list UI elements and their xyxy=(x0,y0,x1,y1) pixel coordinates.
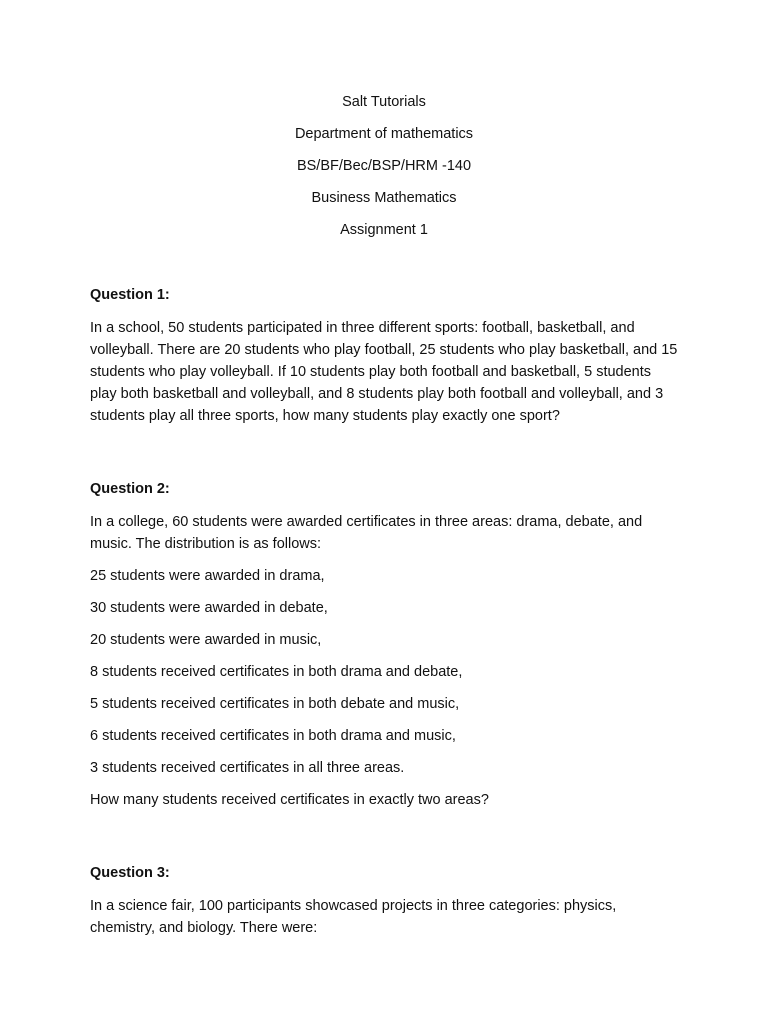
document-body xyxy=(90,285,680,949)
question-line: 30 students were awarded in debate, xyxy=(90,600,328,616)
assignment-title: Assignment 1 xyxy=(340,222,428,238)
question-line: How many students received certificates in exactly two areas? xyxy=(90,792,489,808)
course-code: BS/BF/Bec/BSP/HRM -140 xyxy=(296,158,472,174)
question-title: Question 2: xyxy=(90,481,170,497)
question-paragraph: In a science fair, 100 participants showcased projects in three categories: physics, chemistry, and biology. There were: xyxy=(90,898,617,936)
question-line: 8 students received certificates in both drama and debate, xyxy=(90,664,463,680)
question-block xyxy=(90,285,680,427)
question-paragraph: In a college, 60 students were awarded certificates in three areas: drama, debate, and music. The distribution is as follows: xyxy=(90,514,643,552)
question-line: 6 students received certificates in both drama and music, xyxy=(90,728,456,744)
question-block xyxy=(90,479,680,811)
spacer xyxy=(90,821,680,863)
question-title: Question 1: xyxy=(90,287,170,303)
document-header xyxy=(0,92,768,252)
question-line: 20 students were awarded in music, xyxy=(90,632,322,648)
spacer xyxy=(90,437,680,479)
course-title: Business Mathematics xyxy=(311,190,457,206)
question-line: 25 students were awarded in drama, xyxy=(90,568,325,584)
institution-name: Salt Tutorials xyxy=(342,94,426,110)
department-name: Department of mathematics xyxy=(294,126,474,142)
question-line: 3 students received certificates in all three areas. xyxy=(90,760,405,776)
question-paragraph: In a school, 50 students participated in three different sports: football, basketball, and volleyball. There are 20 students who play football, 25 students who play basketball, and 15 students who play volleyball. If 10 students play both football and basketball, 5 students play both basketball and volleyball, and 8 students play both football and volleyball, and 3 students play all three sports, how many students play exactly one sport? xyxy=(90,320,678,424)
question-block xyxy=(90,863,680,939)
question-title: Question 3: xyxy=(90,865,170,881)
question-line: 5 students received certificates in both debate and music, xyxy=(90,696,460,712)
